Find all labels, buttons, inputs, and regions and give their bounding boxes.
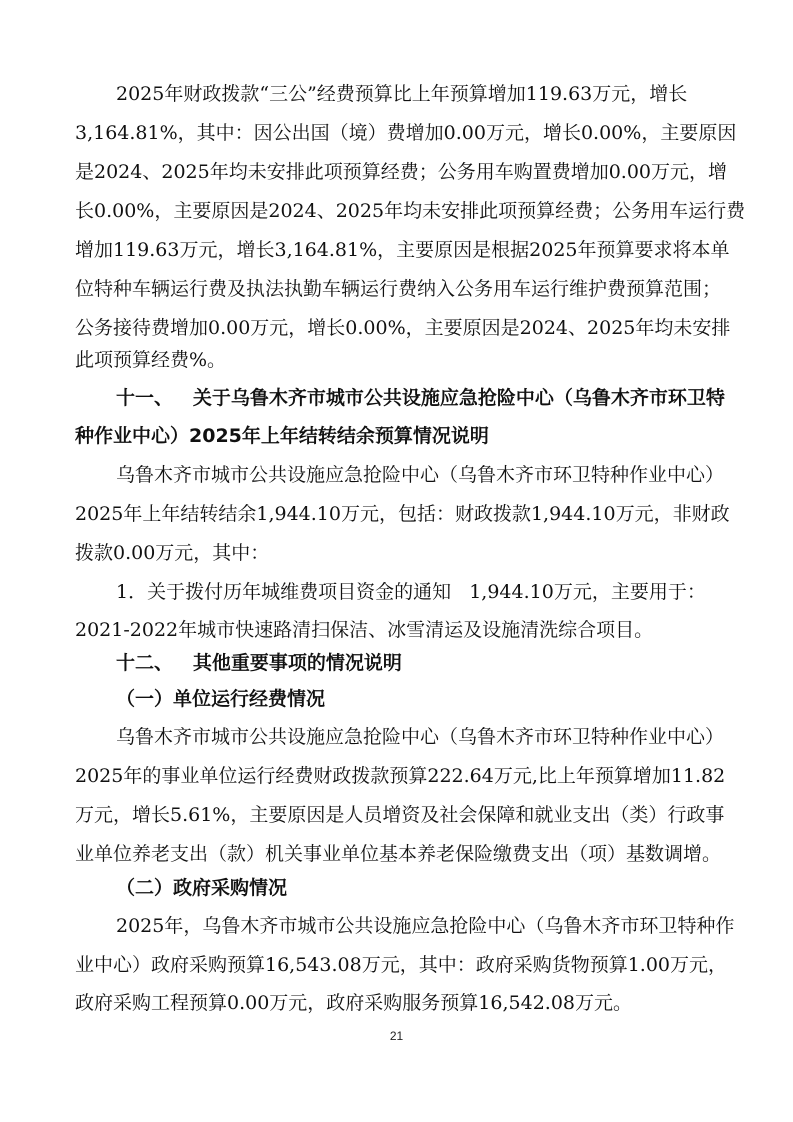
- section-heading-12: 十二、 其他重要事项的情况说明: [116, 652, 402, 674]
- paragraph-line: 乌鲁木齐市城市公共设施应急抢险中心（乌鲁木齐市环卫特种作业中心）: [116, 464, 725, 486]
- paragraph-line: 2021-2022年城市快速路清扫保洁、冰雪清运及设施清洗综合项目。: [75, 619, 654, 641]
- paragraph-line: 乌鲁木齐市城市公共设施应急抢险中心（乌鲁木齐市环卫特种作业中心）: [116, 726, 725, 748]
- page-number: 21: [389, 1029, 404, 1043]
- section-heading-11-cont: 种作业中心）2025年上年结转结余预算情况说明: [75, 425, 489, 447]
- paragraph-line: 增加119.63万元，增长3,164.81%，主要原因是根据2025年预算要求将本单: [75, 239, 730, 261]
- paragraph-line: 3,164.81%，其中：因公出国（境）费增加0.00万元，增长0.00%，主要原因: [75, 122, 737, 144]
- paragraph-line: 2025年财政拨款“三公”经费预算比上年预算增加119.63万元，增长: [116, 83, 688, 105]
- paragraph-line: 公务接待费增加0.00万元，增长0.00%，主要原因是2024、2025年均未安排: [75, 317, 731, 339]
- paragraph-line: 2025年，乌鲁木齐市城市公共设施应急抢险中心（乌鲁木齐市环卫特种作: [116, 915, 735, 937]
- paragraph-line: 业单位养老支出（款）机关事业单位基本养老保险缴费支出（项）基数调增。: [75, 843, 722, 865]
- paragraph-line: 2025年的事业单位运行经费财政拨款预算222.64万元,比上年预算增加11.82: [75, 765, 726, 787]
- section-heading-11: 十一、 关于乌鲁木齐市城市公共设施应急抢险中心（乌鲁木齐市环卫特: [116, 387, 725, 409]
- paragraph-line: 2025年上年结转结余1,944.10万元，包括：财政拨款1,944.10万元，非财政: [75, 503, 730, 525]
- subsection-heading-2: （二）政府采购情况: [116, 877, 288, 899]
- paragraph-line: 1．关于拨付历年城维费项目资金的通知 1,944.10万元，主要用于：: [116, 581, 706, 603]
- paragraph-line: 是2024、2025年均未安排此项预算经费；公务用车购置费增加0.00万元，增: [75, 161, 728, 183]
- paragraph-line: 万元，增长5.61%，主要原因是人员增资及社会保障和就业支出（类）行政事: [75, 804, 725, 826]
- paragraph-line: 长0.00%，主要原因是2024、2025年均未安排此项预算经费；公务用车运行费: [75, 200, 746, 222]
- paragraph-line: 此项预算经费%。: [75, 349, 227, 371]
- paragraph-line: 政府采购工程预算0.00万元，政府采购服务预算16,542.08万元。: [75, 992, 633, 1014]
- paragraph-line: 业中心）政府采购预算16,543.08万元，其中：政府采购货物预算1.00万元，: [75, 954, 728, 976]
- subsection-heading-1: （一）单位运行经费情况: [116, 688, 326, 710]
- paragraph-line: 拨款0.00万元，其中：: [75, 542, 270, 564]
- paragraph-line: 位特种车辆运行费及执法执勤车辆运行费纳入公务用车运行维护费预算范围；: [75, 278, 722, 300]
